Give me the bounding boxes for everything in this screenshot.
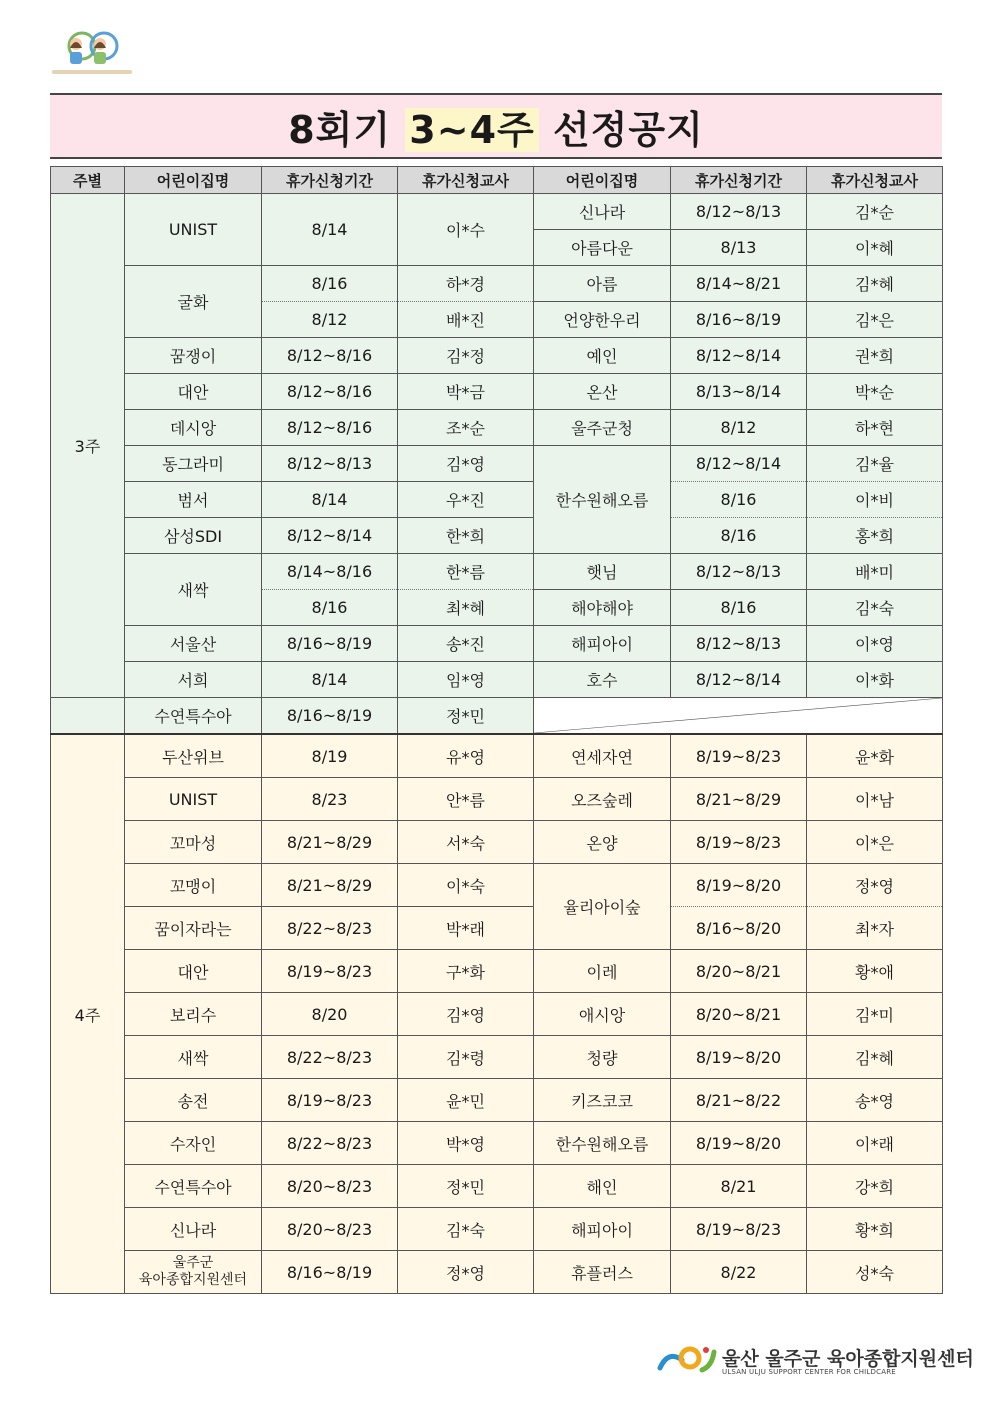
header-period: 휴가신청기간 <box>671 167 807 194</box>
period-cell: 8/19~8/20 <box>671 1122 807 1165</box>
teacher-cell: 이*비 <box>807 482 943 518</box>
period-cell: 8/20~8/21 <box>671 950 807 993</box>
header-daycare: 어린이집명 <box>534 167 671 194</box>
table-row <box>51 626 943 662</box>
table-row <box>51 950 943 993</box>
period-cell: 8/14 <box>262 482 398 518</box>
period-cell: 8/22 <box>671 1251 807 1294</box>
daycare-name-line1: 울주군 <box>172 1255 214 1271</box>
table-row <box>51 338 943 374</box>
teacher-cell: 강*희 <box>807 1165 943 1208</box>
teacher-cell: 임*영 <box>398 662 534 698</box>
daycare-name: 이레 <box>534 950 671 993</box>
table-row <box>51 374 943 410</box>
header-daycare: 어린이집명 <box>125 167 262 194</box>
teacher-cell: 김*령 <box>398 1036 534 1079</box>
daycare-name: 서희 <box>125 662 262 698</box>
period-cell: 8/21~8/22 <box>671 1079 807 1122</box>
daycare-name: 한수원해오름 <box>534 1122 671 1165</box>
title-suffix: 선정공지 <box>538 107 704 152</box>
daycare-name: 호수 <box>534 662 671 698</box>
period-cell: 8/12~8/16 <box>262 410 398 446</box>
teacher-cell: 송*영 <box>807 1079 943 1122</box>
period-cell: 8/19~8/23 <box>671 1208 807 1251</box>
table-row <box>51 1251 943 1294</box>
teacher-cell: 홍*희 <box>807 518 943 554</box>
teacher-cell: 김*은 <box>807 302 943 338</box>
teacher-cell: 서*숙 <box>398 821 534 864</box>
period-cell: 8/12~8/13 <box>671 626 807 662</box>
period-cell: 8/13~8/14 <box>671 374 807 410</box>
daycare-name: 해피아이 <box>534 1208 671 1251</box>
table-row <box>51 778 943 821</box>
table-row <box>51 446 943 482</box>
week-label: 4주 <box>51 734 125 1294</box>
footer-center-name: 울산 울주군 육아종합지원센터 <box>722 1348 974 1370</box>
daycare-name: 굴화 <box>125 266 262 338</box>
footer-center-eng: ULSAN ULJU SUPPORT CENTER FOR CHILDCARE <box>722 1368 896 1376</box>
daycare-name: 수연특수아 <box>125 1165 262 1208</box>
week-label: 3주 <box>51 194 125 698</box>
teacher-cell: 하*경 <box>398 266 534 302</box>
daycare-name: UNIST <box>125 194 262 266</box>
teacher-cell: 김*미 <box>807 993 943 1036</box>
header-teacher: 휴가신청교사 <box>398 167 534 194</box>
daycare-name: 꿈이자라는 <box>125 907 262 950</box>
teacher-cell: 김*숙 <box>807 590 943 626</box>
table-row <box>51 518 943 554</box>
two-children-logo-icon <box>48 26 138 82</box>
teacher-cell: 박*래 <box>398 907 534 950</box>
period-cell: 8/19~8/23 <box>262 1079 398 1122</box>
teacher-cell: 김*순 <box>807 194 943 230</box>
period-cell: 8/21~8/29 <box>262 864 398 907</box>
daycare-name: 율리아이숲 <box>534 864 671 950</box>
daycare-name: 데시앙 <box>125 410 262 446</box>
daycare-name: 아름다운 <box>534 230 671 266</box>
title-highlight: 3~4주 <box>405 108 538 152</box>
period-cell: 8/12~8/13 <box>671 554 807 590</box>
period-cell: 8/12~8/14 <box>262 518 398 554</box>
teacher-cell: 김*영 <box>398 993 534 1036</box>
header-row <box>51 167 943 194</box>
daycare-name: 새싹 <box>125 1036 262 1079</box>
teacher-cell: 이*남 <box>807 778 943 821</box>
period-cell: 8/16~8/20 <box>671 907 807 950</box>
period-cell: 8/22~8/23 <box>262 1122 398 1165</box>
daycare-name: 한수원해오름 <box>534 446 671 554</box>
teacher-cell: 최*혜 <box>398 590 534 626</box>
teacher-cell: 안*름 <box>398 778 534 821</box>
period-cell: 8/12~8/13 <box>262 446 398 482</box>
header-teacher: 휴가신청교사 <box>807 167 943 194</box>
table-row <box>51 821 943 864</box>
teacher-cell: 배*진 <box>398 302 534 338</box>
period-cell: 8/20~8/21 <box>671 993 807 1036</box>
daycare-name: 연세자연 <box>534 734 671 778</box>
teacher-cell: 이*화 <box>807 662 943 698</box>
daycare-name: 예인 <box>534 338 671 374</box>
daycare-name: 동그라미 <box>125 446 262 482</box>
daycare-name: 범서 <box>125 482 262 518</box>
period-cell: 8/16~8/19 <box>262 698 398 735</box>
daycare-name: 송전 <box>125 1079 262 1122</box>
teacher-cell: 윤*화 <box>807 734 943 778</box>
teacher-cell: 김*영 <box>398 446 534 482</box>
period-cell: 8/12 <box>262 302 398 338</box>
daycare-name: 보리수 <box>125 993 262 1036</box>
period-cell: 8/16 <box>671 518 807 554</box>
daycare-name: 울주군청 <box>534 410 671 446</box>
teacher-cell: 박*순 <box>807 374 943 410</box>
period-cell: 8/19~8/23 <box>671 821 807 864</box>
daycare-name: 신나라 <box>125 1208 262 1251</box>
teacher-cell: 김*혜 <box>807 1036 943 1079</box>
diagonal-line <box>534 698 942 733</box>
daycare-name: 해인 <box>534 1165 671 1208</box>
period-cell: 8/19~8/20 <box>671 1036 807 1079</box>
teacher-cell: 송*진 <box>398 626 534 662</box>
teacher-cell: 권*희 <box>807 338 943 374</box>
period-cell: 8/16 <box>671 590 807 626</box>
table-row <box>51 1165 943 1208</box>
daycare-name: 꼬마성 <box>125 821 262 864</box>
header-period: 휴가신청기간 <box>262 167 398 194</box>
teacher-cell: 이*래 <box>807 1122 943 1165</box>
period-cell: 8/19~8/23 <box>671 734 807 778</box>
table-row <box>51 482 943 518</box>
period-cell: 8/19~8/20 <box>671 864 807 907</box>
period-cell: 8/12~8/13 <box>671 194 807 230</box>
daycare-name: 아름 <box>534 266 671 302</box>
table-row <box>51 1079 943 1122</box>
teacher-cell: 김*혜 <box>807 266 943 302</box>
daycare-name: UNIST <box>125 778 262 821</box>
title-prefix: 8회기 <box>288 107 406 152</box>
table-row <box>51 993 943 1036</box>
period-cell: 8/20~8/23 <box>262 1208 398 1251</box>
teacher-cell: 조*순 <box>398 410 534 446</box>
period-cell: 8/16 <box>262 266 398 302</box>
teacher-cell: 최*자 <box>807 907 943 950</box>
teacher-cell: 배*미 <box>807 554 943 590</box>
teacher-cell: 정*영 <box>807 864 943 907</box>
daycare-name: 서울산 <box>125 626 262 662</box>
period-cell: 8/20 <box>262 993 398 1036</box>
table-row <box>51 864 943 907</box>
teacher-cell: 이*은 <box>807 821 943 864</box>
daycare-name: 키즈코코 <box>534 1079 671 1122</box>
daycare-name: 대안 <box>125 374 262 410</box>
daycare-name: 오즈숲레 <box>534 778 671 821</box>
daycare-name: 언양한우리 <box>534 302 671 338</box>
center-logo-icon <box>656 1342 718 1378</box>
daycare-name: 수연특수아 <box>125 698 262 735</box>
daycare-name: 두산위브 <box>125 734 262 778</box>
teacher-cell: 김*율 <box>807 446 943 482</box>
period-cell: 8/12~8/14 <box>671 338 807 374</box>
teacher-cell: 성*숙 <box>807 1251 943 1294</box>
title-banner <box>50 93 942 159</box>
period-cell: 8/19~8/23 <box>262 950 398 993</box>
table-row <box>51 410 943 446</box>
period-cell: 8/19 <box>262 734 398 778</box>
period-cell: 8/14~8/21 <box>671 266 807 302</box>
teacher-cell: 정*민 <box>398 1165 534 1208</box>
daycare-name-line2: 육아종합지원센터 <box>138 1272 248 1288</box>
daycare-name <box>125 1251 262 1294</box>
teacher-cell: 유*영 <box>398 734 534 778</box>
period-cell: 8/21~8/29 <box>671 778 807 821</box>
daycare-name: 휴플러스 <box>534 1251 671 1294</box>
teacher-cell: 한*름 <box>398 554 534 590</box>
table-row <box>51 907 943 950</box>
teacher-cell: 이*혜 <box>807 230 943 266</box>
empty-diagonal-cell <box>534 698 943 735</box>
table-row <box>51 662 943 698</box>
table-row <box>51 734 943 778</box>
daycare-name: 해야해야 <box>534 590 671 626</box>
daycare-name: 해피아이 <box>534 626 671 662</box>
header-week: 주별 <box>51 167 125 194</box>
teacher-cell: 김*정 <box>398 338 534 374</box>
period-cell: 8/12 <box>671 410 807 446</box>
period-cell: 8/16 <box>671 482 807 518</box>
teacher-cell: 윤*민 <box>398 1079 534 1122</box>
period-cell: 8/14 <box>262 194 398 266</box>
teacher-cell: 정*영 <box>398 1251 534 1294</box>
period-cell: 8/12~8/14 <box>671 446 807 482</box>
period-cell: 8/14~8/16 <box>262 554 398 590</box>
table-row <box>51 554 943 590</box>
daycare-name: 온양 <box>534 821 671 864</box>
table-row <box>51 194 943 230</box>
period-cell: 8/22~8/23 <box>262 1036 398 1079</box>
period-cell: 8/12~8/16 <box>262 374 398 410</box>
teacher-cell: 황*애 <box>807 950 943 993</box>
teacher-cell: 정*민 <box>398 698 534 735</box>
daycare-name: 삼성SDI <box>125 518 262 554</box>
period-cell: 8/21 <box>671 1165 807 1208</box>
teacher-cell: 김*숙 <box>398 1208 534 1251</box>
daycare-name: 애시앙 <box>534 993 671 1036</box>
table-row <box>51 266 943 302</box>
period-cell: 8/16~8/19 <box>262 1251 398 1294</box>
table-row <box>51 698 943 735</box>
period-cell: 8/21~8/29 <box>262 821 398 864</box>
period-cell: 8/14 <box>262 662 398 698</box>
daycare-name: 수자인 <box>125 1122 262 1165</box>
teacher-cell: 이*수 <box>398 194 534 266</box>
period-cell: 8/22~8/23 <box>262 907 398 950</box>
table-row <box>51 1036 943 1079</box>
daycare-name: 대안 <box>125 950 262 993</box>
teacher-cell: 우*진 <box>398 482 534 518</box>
week-label-filler <box>51 698 125 735</box>
period-cell: 8/13 <box>671 230 807 266</box>
period-cell: 8/23 <box>262 778 398 821</box>
teacher-cell: 한*희 <box>398 518 534 554</box>
period-cell: 8/16~8/19 <box>262 626 398 662</box>
daycare-name: 꿈쟁이 <box>125 338 262 374</box>
period-cell: 8/16 <box>262 590 398 626</box>
period-cell: 8/20~8/23 <box>262 1165 398 1208</box>
teacher-cell: 이*숙 <box>398 864 534 907</box>
teacher-cell: 황*희 <box>807 1208 943 1251</box>
teacher-cell: 박*금 <box>398 374 534 410</box>
teacher-cell: 구*화 <box>398 950 534 993</box>
daycare-name: 신나라 <box>534 194 671 230</box>
daycare-name: 꼬맹이 <box>125 864 262 907</box>
period-cell: 8/16~8/19 <box>671 302 807 338</box>
table-row <box>51 1208 943 1251</box>
page-title <box>288 99 704 154</box>
daycare-name: 새싹 <box>125 554 262 626</box>
schedule-table <box>50 166 943 1294</box>
teacher-cell: 이*영 <box>807 626 943 662</box>
table-row <box>51 1122 943 1165</box>
daycare-name: 온산 <box>534 374 671 410</box>
daycare-name: 청량 <box>534 1036 671 1079</box>
period-cell: 8/12~8/16 <box>262 338 398 374</box>
teacher-cell: 하*현 <box>807 410 943 446</box>
period-cell: 8/12~8/14 <box>671 662 807 698</box>
daycare-name: 햇님 <box>534 554 671 590</box>
teacher-cell: 박*영 <box>398 1122 534 1165</box>
